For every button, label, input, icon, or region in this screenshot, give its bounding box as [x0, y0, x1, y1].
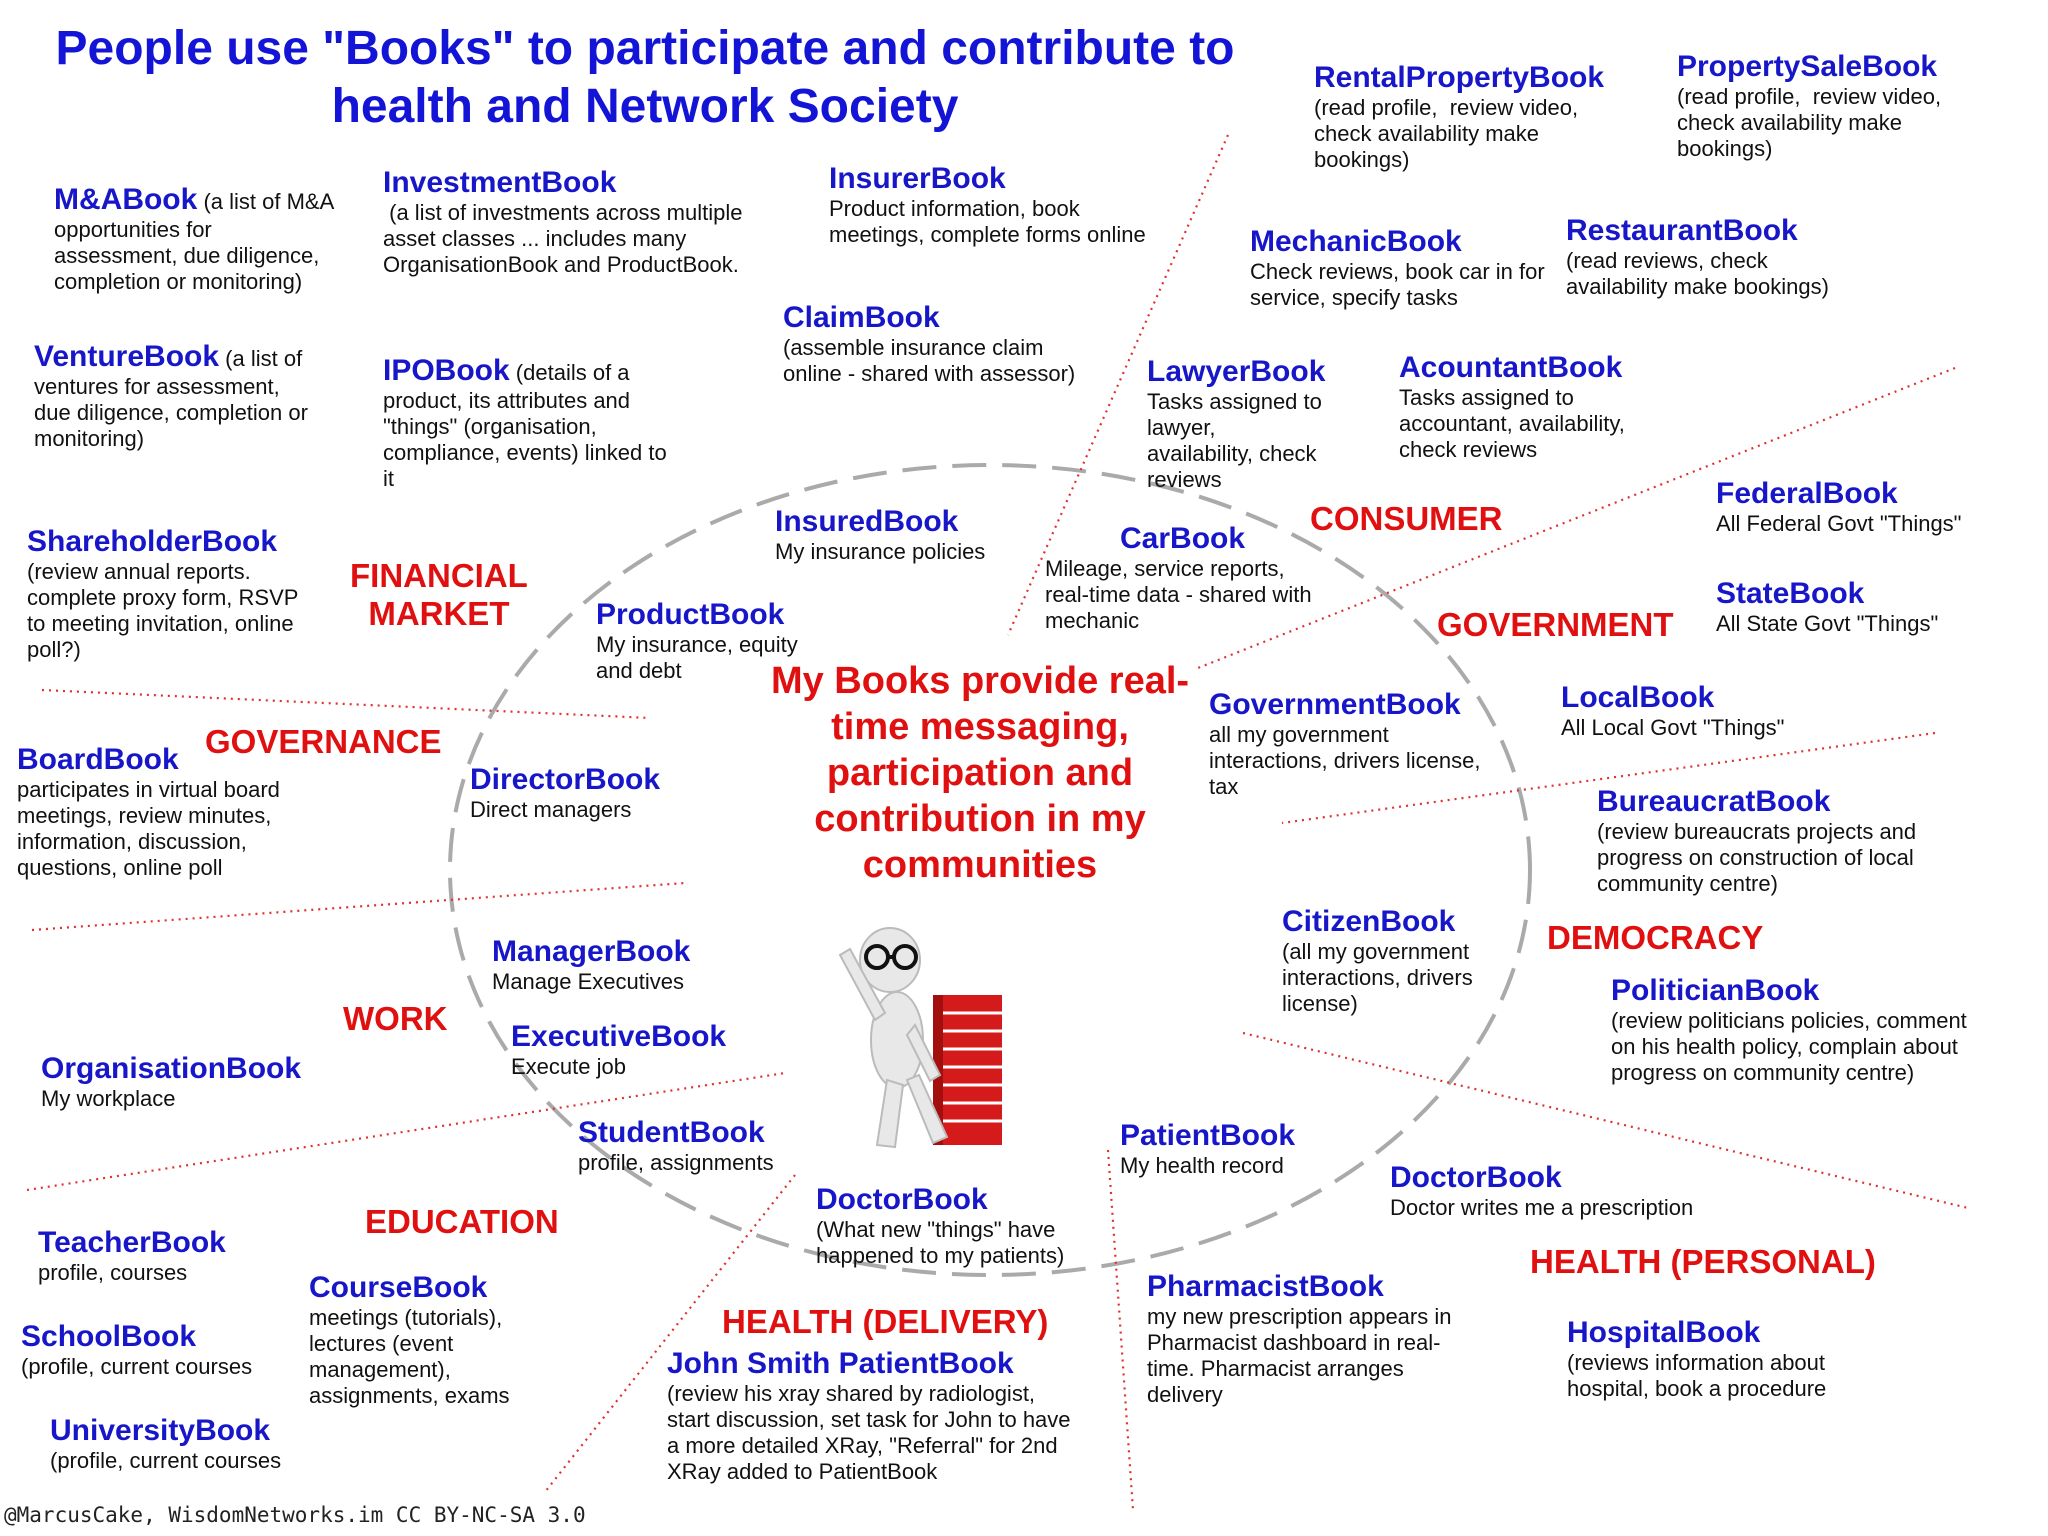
- category-government: GOVERNMENT: [1437, 606, 1674, 643]
- book-desc: (What new "things" have happened to my patients): [816, 1217, 1065, 1268]
- book-name: LawyerBook: [1147, 355, 1326, 388]
- book-name: InvestmentBook: [383, 166, 617, 199]
- book-name: GovernmentBook: [1209, 688, 1461, 721]
- book-name: IPOBook: [383, 354, 510, 387]
- book-restaurant: [1566, 214, 1829, 300]
- divider-delivery-personal: [1108, 1150, 1133, 1510]
- book-desc: Product information, book meetings, complete forms online: [829, 196, 1146, 247]
- book-name: ExecutiveBook: [511, 1020, 727, 1053]
- page-title: People use "Books" to participate and contribute to health and Network Society: [55, 22, 1235, 133]
- book-desc: Tasks assigned to accountant, availability, check reviews: [1399, 385, 1625, 462]
- book-name: DoctorBook: [1390, 1161, 1562, 1194]
- book-name: ClaimBook: [783, 301, 940, 334]
- book-manager: [492, 935, 690, 995]
- book-name: CarBook: [1120, 522, 1246, 555]
- book-claim: [783, 301, 1075, 387]
- category-financial-market: FINANCIAL MARKET: [350, 557, 528, 632]
- book-pharmacist: [1147, 1270, 1451, 1408]
- book-name: AcountantBook: [1399, 351, 1623, 384]
- book-venture: [34, 340, 308, 452]
- book-car: [1045, 522, 1312, 634]
- book-teacher: [38, 1226, 226, 1286]
- book-desc: Tasks assigned to lawyer, availability, check reviews: [1147, 389, 1322, 492]
- book-rental-property: [1314, 61, 1604, 173]
- book-local: [1561, 681, 1785, 741]
- book-product: [596, 598, 798, 684]
- book-course: [309, 1271, 510, 1409]
- book-desc: (assemble insurance claim online - shared with assessor): [783, 335, 1076, 386]
- book-name: CourseBook: [309, 1271, 488, 1304]
- book-desc: Direct managers: [470, 797, 632, 822]
- book-accountant: [1399, 351, 1625, 463]
- book-name: UniversityBook: [50, 1414, 271, 1447]
- book-desc: all my government interactions, drivers license, tax: [1209, 722, 1481, 799]
- book-desc: (review bureaucrats projects and progress on construction of local community centre): [1597, 819, 1917, 896]
- book-desc: (profile, current courses: [50, 1448, 282, 1473]
- book-name: InsurerBook: [829, 162, 1006, 195]
- book-name: ProductBook: [596, 598, 785, 631]
- book-desc: meetings (tutorials), lectures (event management), assignments, exams: [309, 1305, 510, 1408]
- book-desc: All Federal Govt "Things": [1716, 511, 1962, 536]
- book-desc: All Local Govt "Things": [1561, 715, 1785, 740]
- category-health-personal: HEALTH (PERSONAL): [1530, 1243, 1876, 1280]
- book-doctor-delivery: [816, 1183, 1064, 1269]
- book-inline: (a list of: [219, 346, 303, 371]
- divider-governance-work: [32, 883, 685, 930]
- book-john-smith-patient: [667, 1347, 1071, 1485]
- book-insurer: [829, 162, 1146, 248]
- book-organisation: [41, 1052, 301, 1112]
- book-mechanic: [1250, 225, 1545, 311]
- book-desc: My workplace: [41, 1086, 176, 1111]
- book-insured: [775, 505, 985, 565]
- book-name: BureaucratBook: [1597, 785, 1831, 818]
- book-desc: My health record: [1120, 1153, 1284, 1178]
- book-bureaucrat: [1597, 785, 1916, 897]
- book-inline: (details of a: [509, 360, 630, 385]
- book-name: ManagerBook: [492, 935, 691, 968]
- book-name: TeacherBook: [38, 1226, 226, 1259]
- book-name: BoardBook: [17, 743, 179, 776]
- book-name: CitizenBook: [1282, 905, 1456, 938]
- book-name: John Smith PatientBook: [667, 1347, 1014, 1380]
- book-shareholder: [27, 525, 298, 663]
- book-desc: Mileage, service reports, real-time data - shared with mechanic: [1045, 556, 1312, 633]
- book-desc: ventures for assessment, due diligence, completion or monitoring): [34, 374, 308, 451]
- book-name: LocalBook: [1561, 681, 1715, 714]
- book-desc: opportunities for assessment, due diligence, completion or monitoring): [54, 217, 320, 294]
- book-name: ShareholderBook: [27, 525, 278, 558]
- book-desc: (read reviews, check availability make bookings): [1566, 248, 1829, 299]
- book-name: InsuredBook: [775, 505, 959, 538]
- book-inline: (a list of M&A: [197, 189, 335, 214]
- book-desc: All State Govt "Things": [1716, 611, 1939, 636]
- book-investment: [383, 166, 742, 278]
- book-student: [578, 1116, 774, 1176]
- book-desc: (all my government interactions, drivers license): [1282, 939, 1473, 1016]
- category-consumer: CONSUMER: [1310, 500, 1503, 537]
- book-desc: participates in virtual board meetings, review minutes, information, discussion, questions, online poll: [17, 777, 280, 880]
- book-government: [1209, 688, 1480, 800]
- book-desc: profile, courses: [38, 1260, 188, 1285]
- book-desc: my new prescription appears in Pharmacist dashboard in real- time. Pharmacist arranges delivery: [1147, 1304, 1452, 1407]
- book-desc: My insurance policies: [775, 539, 986, 564]
- book-ipo: [383, 354, 667, 492]
- center-message: My Books provide real-time messaging, participation and contribution in my communities: [770, 660, 1190, 886]
- book-ma: [54, 183, 334, 295]
- book-desc: Check reviews, book car in for service, specify tasks: [1250, 259, 1545, 310]
- book-university: [50, 1414, 281, 1474]
- book-desc: My insurance, equity and debt: [596, 632, 798, 683]
- book-doctor-personal: [1390, 1161, 1693, 1221]
- book-director: [470, 763, 660, 823]
- divider-financial-governance: [42, 690, 650, 718]
- book-property-sale: [1677, 50, 1941, 162]
- book-desc: Manage Executives: [492, 969, 684, 994]
- category-health-delivery: HEALTH (DELIVERY): [722, 1303, 1049, 1340]
- book-lawyer: [1147, 355, 1325, 493]
- book-name: PharmacistBook: [1147, 1270, 1384, 1303]
- book-politician: [1611, 974, 1967, 1086]
- book-board: [17, 743, 280, 881]
- book-name: OrganisationBook: [41, 1052, 302, 1085]
- book-name: PropertySaleBook: [1677, 50, 1938, 83]
- book-desc: (reviews information about hospital, book a procedure: [1567, 1350, 1827, 1401]
- book-state: [1716, 577, 1938, 637]
- book-name: RestaurantBook: [1566, 214, 1798, 247]
- figure-with-books-illustration: [815, 915, 1070, 1155]
- book-name: VentureBook: [34, 340, 220, 373]
- book-name: HospitalBook: [1567, 1316, 1761, 1349]
- book-desc: (profile, current courses: [21, 1354, 253, 1379]
- book-name: DirectorBook: [470, 763, 661, 796]
- book-desc: (a list of investments across multiple asset classes ... includes many OrganisationBook and ProductBook.: [383, 200, 743, 277]
- book-name: StateBook: [1716, 577, 1865, 610]
- book-desc: Doctor writes me a prescription: [1390, 1195, 1694, 1220]
- book-desc: Execute job: [511, 1054, 626, 1079]
- book-desc: (read profile, review video, check availability make bookings): [1677, 84, 1942, 161]
- book-name: DoctorBook: [816, 1183, 988, 1216]
- category-work: WORK: [343, 1000, 448, 1037]
- book-name: RentalPropertyBook: [1314, 61, 1605, 94]
- book-desc: profile, assignments: [578, 1150, 774, 1175]
- book-desc: (review his xray shared by radiologist, start discussion, set task for John to have a more detailed XRay, "Referral" for 2nd XRay added to PatientBook: [667, 1381, 1071, 1484]
- book-name: SchoolBook: [21, 1320, 197, 1353]
- book-name: M&ABook: [54, 183, 198, 216]
- book-name: PatientBook: [1120, 1119, 1296, 1152]
- book-executive: [511, 1020, 726, 1080]
- book-name: MechanicBook: [1250, 225, 1462, 258]
- book-citizen: [1282, 905, 1473, 1017]
- book-desc: (review politicians policies, comment on his health policy, complain about progress on community centre): [1611, 1008, 1967, 1085]
- category-governance: GOVERNANCE: [205, 723, 442, 760]
- book-hospital: [1567, 1316, 1826, 1402]
- license-credit: @MarcusCake, WisdomNetworks.im CC BY-NC-SA 3.0: [4, 1503, 586, 1527]
- book-federal: [1716, 477, 1962, 537]
- books-stack-icon: [933, 995, 1002, 1145]
- book-school: [21, 1320, 252, 1380]
- book-name: StudentBook: [578, 1116, 765, 1149]
- book-desc: (read profile, review video, check availability make bookings): [1314, 95, 1579, 172]
- category-democracy: DEMOCRACY: [1547, 919, 1764, 956]
- book-patient: [1120, 1119, 1295, 1179]
- book-name: PoliticianBook: [1611, 974, 1820, 1007]
- category-education: EDUCATION: [365, 1203, 559, 1240]
- book-name: FederalBook: [1716, 477, 1898, 510]
- book-desc: product, its attributes and "things" (organisation, compliance, events) linked to it: [383, 388, 667, 491]
- book-desc: (review annual reports. complete proxy form, RSVP to meeting invitation, online poll?): [27, 559, 299, 662]
